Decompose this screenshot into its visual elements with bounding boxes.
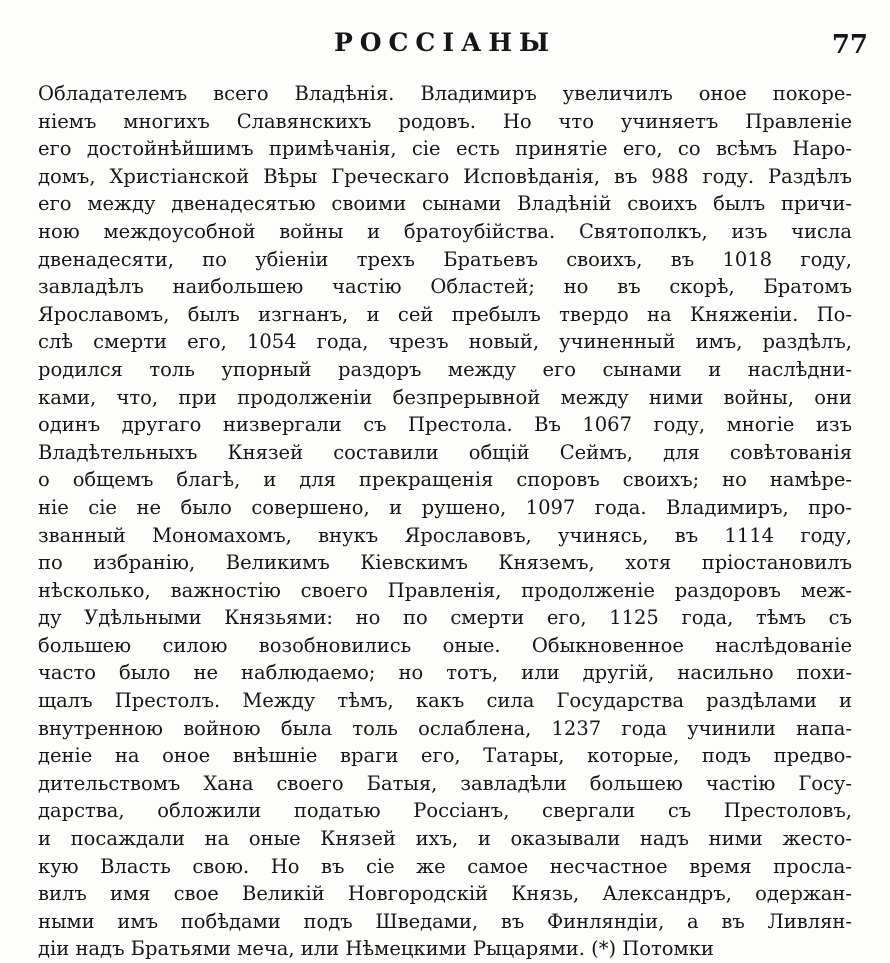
text-line: ду Удѣльными Князьями: но по смерти его, 1125 года, тѣмъ съ [38, 606, 852, 630]
running-header [0, 26, 890, 66]
text-line: Ярославомъ, былъ изгнанъ, и сей пребылъ твердо на Княженіи. По- [38, 302, 852, 326]
text-line: вилъ имя свое Великій Новгородскій Князь, Александръ, одержан- [38, 882, 852, 906]
text-line: завладѣлъ наибольшею частію Областей; но въ скорѣ, Братомъ [38, 275, 852, 299]
text-line: дительствомъ Хана своего Батыя, завладѣли большею частію Госу- [38, 771, 852, 795]
text-line: ками, что, при продолженіи безпрерывной между ними войны, они [38, 385, 852, 409]
text-line: діи надъ Братьями меча, или Нѣмецкими Рыцарями. (*) Потомки [38, 937, 714, 961]
text-line: званный Мономахомъ, внукъ Ярославовъ, учинясь, въ 1114 году, [38, 523, 852, 547]
text-line: родился толь упорный раздоръ между его сынами и наслѣдни- [38, 357, 852, 381]
text-line: по избранію, Великимъ Кіевскимъ Княземъ, хотя пріостановилъ [38, 551, 852, 575]
text-line: одинъ другаго низвергали съ Престола. Въ 1067 году, многіе изъ [38, 413, 852, 437]
text-line: Обладателемъ всего Владѣнія. Владимиръ увеличилъ оное покоре- [38, 82, 852, 105]
text-line: его между двенадесятью своими сынами Владѣній своихъ былъ причи- [38, 192, 852, 216]
running-title: РОССІАНЫ [333, 28, 557, 57]
text-line: домъ, Христіанской Вѣры Греческаго Исповѣданія, въ 988 году. Раздѣлъ [38, 164, 852, 188]
text-line: ными имъ побѣдами подъ Шведами, въ Финляндіи, а въ Ливлян- [38, 909, 852, 933]
text-line: большею силою возобновились оные. Обыкновенное наслѣдованіе [38, 633, 852, 657]
text-line: о общемъ благѣ, и для прекращенія споровъ своихъ; но намѣре- [38, 468, 852, 492]
text-line: ною междоусобной войны и братоубійства. Святополкъ, изъ числа [38, 219, 852, 243]
text-line: нѣсколько, важностію своего Правленія, продолженіе раздоровъ меж- [38, 578, 852, 602]
page-number: 77 [831, 30, 868, 60]
text-line: двенадесяти, по убіеніи трехъ Братьевъ своихъ, въ 1018 году, [38, 247, 852, 271]
text-line: щалъ Престолъ. Между тѣмъ, какъ сила Государства раздѣлами и [38, 689, 852, 713]
text-line: часто было не наблюдаемо; но тотъ, или другій, насильно похи- [38, 661, 852, 685]
text-line: ніе сіе не было совершено, и рушено, 1097 года. Владимиръ, про- [38, 495, 852, 519]
text-line: слѣ смерти его, 1054 года, чрезъ новый, учиненный имъ, раздѣлъ, [38, 330, 852, 354]
body-text [38, 80, 852, 963]
text-line: и посаждали на оные Князей ихъ, и оказывали надъ ними жесто- [38, 827, 852, 851]
text-line: деніе на оное внѣшніе враги его, Татары, которые, подъ предво- [38, 744, 852, 768]
text-line: кую Власть свою. Но въ сіе же самое несчастное время просла- [38, 854, 852, 878]
text-line: ніемъ многихъ Славянскихъ родовъ. Но что учиняетъ Правленіе [38, 109, 852, 133]
text-line: его достойнѣйшимъ примѣчанія, сіе есть принятіе его, со всѣмъ Наро- [38, 137, 852, 161]
text-line: Владѣтельныхъ Князей составили общій Сеймъ, для совѣтованія [38, 440, 852, 464]
text-line: дарства, обложили податью Россіанъ, свергали съ Престоловъ, [38, 799, 852, 823]
text-line: внутренною войною была толь ослаблена, 1237 года учинили напа- [38, 716, 852, 740]
